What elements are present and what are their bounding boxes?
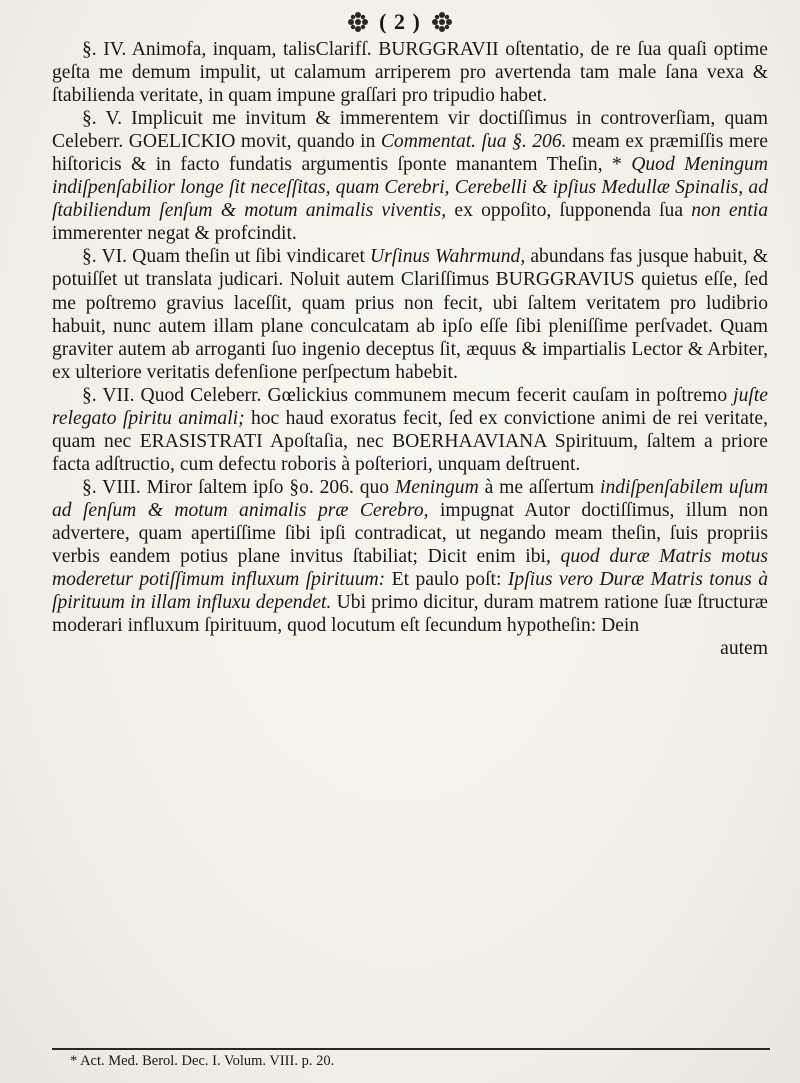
text-segment: §. VII. Quod Celeberr. Gœlickius communem mecum fecerit cauſam in poſtremo (82, 384, 734, 406)
footnote: * Act. Med. Berol. Dec. I. Volum. VIII. p. 20. (70, 1053, 335, 1069)
paragraph-iv (52, 38, 768, 107)
text-segment: meam ex præmiſſis mere hiſtoricis & in facto fundatis argumentis ſponte manantem Theſin, * (52, 131, 768, 176)
text-segment: §. V. Implicuit me invitum & immerentem vir doctiſſimus in controverſiam, quam Celeberr. GOELICKIO movit, quando in (52, 108, 768, 153)
text-segment: immerenter negat & profcindit. (52, 223, 297, 245)
text-segment: Ubi primo dicitur, duram matrem ratione ſuæ ſtructuræ moderari influxum ſpirituum, quod locutum eſt ſecundum hypotheſin: Dein (52, 592, 769, 637)
body-text (52, 38, 768, 660)
text-segment: §. VI. Quam theſin ut ſibi vindicaret (82, 246, 371, 268)
italic-text-segment: indiſpenſabilem uſum ad ſenſum & motum animalis præ Cerebro, (52, 476, 769, 521)
footnote-rule (52, 1048, 770, 1050)
italic-text-segment: non entia (691, 200, 768, 222)
catchword: autem (720, 638, 768, 660)
text-segment: abundans fas jusque habuit, & potuiſſet ut translata judicari. Noluit autem Clariſſimus BURGGRAVIUS quietus eſſe, ſed me poſtremo gravius laceſſit, quam prius non fecit, ubi ſaltem veritatem pro ludibrio habuit, nunc autem illam plane conculcatam ab ipſo eſſe ſibi pleniſſime perſvadet. Quam graviter autem ab arroganti ſuo ingenio deceptus ſit, æquus & impartialis Lector & Arbiter, ex ulteriore veritatis defenſione perſpectum habebit. (52, 246, 768, 383)
italic-text-segment: Urſinus Wahrmund, (370, 246, 526, 268)
paragraph-v (52, 107, 768, 245)
text-segment: hoc haud exoratus fecit, ſed ex convictione animi de rei veritate, quam nec ERASISTRATI Apoſtaſia, nec BOERHAAVIANA Spirituum, ſaltem a priore facta adſtructio, cum defectu roboris à poſteriori, unquam deſtruent. (52, 407, 768, 475)
italic-text-segment: juſte relegato ſpiritu animali; (52, 384, 768, 429)
text-segment: §. VIII. Miror ſaltem ipſo §o. 206. quo (82, 476, 395, 498)
right-flower-ornament-icon (431, 11, 453, 33)
page-header (0, 4, 800, 40)
italic-text-segment: Ipſius vero Duræ Matris tonus à ſpirituum in illam influxu dependet. (52, 569, 768, 614)
text-segment: Et paulo poſt: (385, 569, 508, 591)
text-segment: à me aſſertum (478, 476, 600, 498)
paragraph-vii (52, 384, 768, 476)
italic-text-segment: Meningum (394, 476, 479, 498)
italic-text-segment: Quod Meningum indiſpenſabilior longe ſit neceſſitas, quam Cerebri, Cerebelli & ipſius Medullæ Spinalis, ad ſtabiliendum ſenſum & motum animalis viventis, (52, 154, 768, 222)
text-segment: §. IV. Animofa, inquam, talisClarifſ. BURGGRAVII oſtentatio, de re ſua quaſi optime geſta me demum impulit, ut calamum arriperem pro avertenda tam male ſana vexa & ſtabilienda veritate, in quam impune graſſari pro tripudio habet. (52, 39, 768, 107)
paragraph-vi (52, 245, 768, 383)
text-segment: ex oppoſito, ſupponenda ſua (446, 200, 692, 222)
italic-text-segment: quod duræ Matris motus moderetur potiſſimum influxum ſpirituum: (52, 546, 768, 591)
italic-text-segment: Commentat. ſua §. 206. (380, 131, 567, 153)
text-segment: impugnat Autor doctiſſimus, illum non advertere, quam apertiſſime ſibi ipſi contradicat, ut negando meam theſin, ſuis propriis verbis eandem potius plane invitus ſtabiliat; Dicit enim ibi, (52, 499, 768, 568)
page-number: ( 2 ) (379, 9, 421, 34)
left-flower-ornament-icon (347, 11, 369, 33)
paragraph-viii (52, 476, 768, 637)
